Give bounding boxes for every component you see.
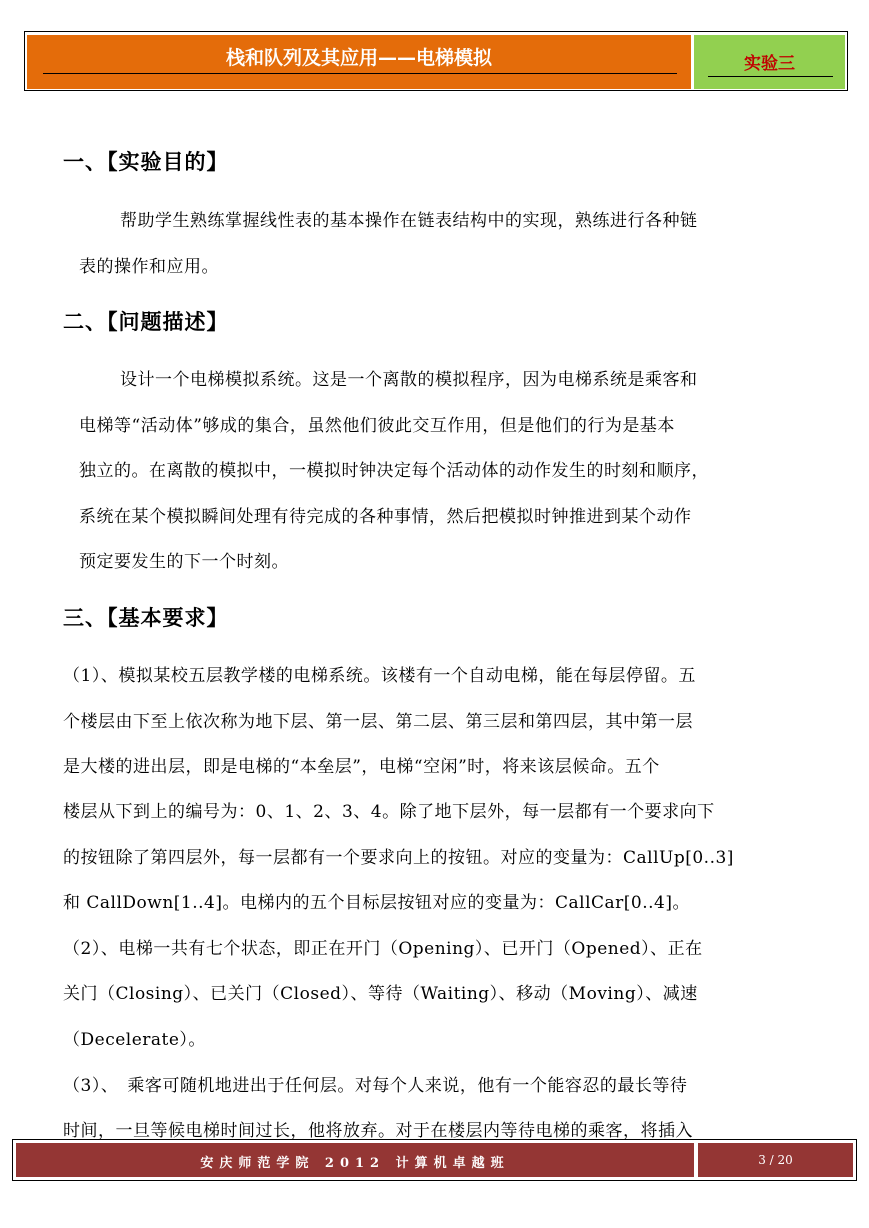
header-badge-box [694, 35, 845, 89]
header-badge-underline [708, 76, 833, 77]
paragraph-line: 预定要发生的下一个时刻。 [79, 552, 289, 572]
header-title: 栈和队列及其应用——电梯模拟 [225, 47, 492, 69]
paragraph-line: （1）、模拟某校五层教学楼的电梯系统。该楼有一个自动电梯，能在每层停留。五 [63, 666, 696, 686]
header-title-underline [43, 73, 677, 74]
paragraph-line: 和 CallDown[1..4]。电梯内的五个目标层按钮对应的变量为：CallCar[0..4]。 [63, 893, 690, 913]
paragraph-line: （3）、 乘客可随机地进出于任何层。对每个人来说，他有一个能容忍的最长等待 [63, 1076, 688, 1096]
footer-page-box [698, 1143, 853, 1177]
section-heading-purpose: 一、【实验目的】 [63, 150, 229, 174]
paragraph-line: 是大楼的进出层，即是电梯的“本垒层”，电梯“空闲”时，将来该层候命。五个 [63, 757, 660, 777]
paragraph-line: 时间，一旦等候电梯时间过长，他将放弃。对于在楼层内等待电梯的乘客，将插入 [63, 1121, 693, 1141]
paragraph-line: 系统在某个模拟瞬间处理有待完成的各种事情，然后把模拟时钟推进到某个动作 [79, 507, 692, 527]
paragraph-line: 关门（Closing）、已关门（Closed）、等待（Waiting）、移动（Moving）、减速 [63, 984, 698, 1004]
page-footer [12, 1139, 857, 1181]
paragraph-line: （Decelerate）。 [63, 1030, 206, 1050]
page-header [24, 31, 848, 91]
paragraph-line: 表的操作和应用。 [79, 257, 219, 277]
paragraph-line: 电梯等“活动体”够成的集合，虽然他们彼此交互作用，但是他们的行为是基本 [79, 416, 675, 436]
paragraph-line: 楼层从下到上的编号为：0、1、2、3、4。除了地下层外，每一层都有一个要求向下 [63, 802, 715, 822]
section-heading-problem: 二、【问题描述】 [63, 310, 229, 334]
footer-institution: 安庆师范学院 2012 计算机卓越班 [200, 1156, 510, 1171]
paragraph-line: 设计一个电梯模拟系统。这是一个离散的模拟程序，因为电梯系统是乘客和 [120, 370, 698, 390]
footer-institution-box [16, 1143, 694, 1177]
paragraph-line: 独立的。在离散的模拟中，一模拟时钟决定每个活动体的动作发生的时刻和顺序， [79, 461, 709, 481]
section-heading-requirements: 三、【基本要求】 [63, 606, 229, 630]
paragraph-line: 帮助学生熟练掌握线性表的基本操作在链表结构中的实现，熟练进行各种链 [120, 211, 698, 231]
page-number: 3 / 20 [758, 1153, 793, 1167]
paragraph-line: （2）、电梯一共有七个状态，即正在开门（Opening）、已开门（Opened）、正在 [63, 939, 703, 959]
paragraph-line: 的按钮除了第四层外，每一层都有一个要求向上的按钮。对应的变量为：CallUp[0..3] [63, 848, 734, 868]
paragraph-line: 个楼层由下至上依次称为地下层、第一层、第二层、第三层和第四层，其中第一层 [63, 712, 693, 732]
header-title-box [27, 35, 691, 89]
header-badge: 实验三 [744, 54, 795, 74]
